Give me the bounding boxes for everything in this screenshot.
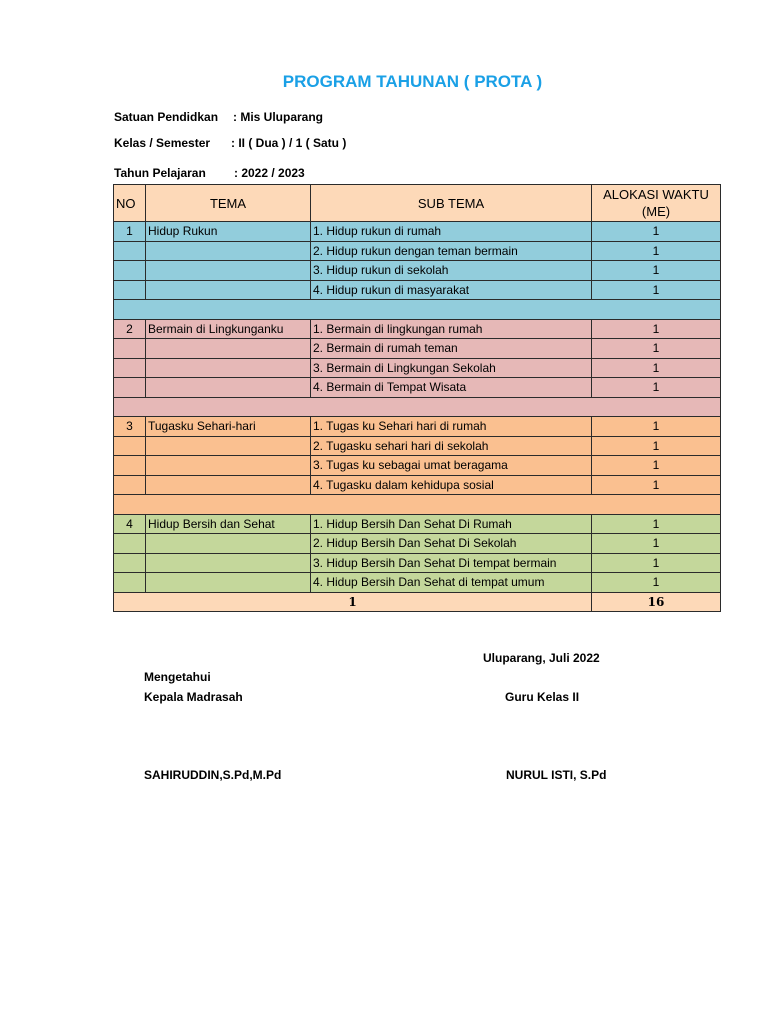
alokasi-cell: 1 — [592, 534, 721, 554]
meta-satuan-label: Satuan Pendidkan — [114, 110, 219, 124]
empty-cell — [146, 241, 311, 261]
alokasi-cell: 1 — [592, 280, 721, 300]
table-row — [114, 573, 721, 593]
empty-cell — [146, 358, 311, 378]
empty-cell — [114, 534, 146, 554]
sub-tema-cell: 1. Hidup Bersih Dan Sehat Di Rumah — [311, 514, 592, 534]
sub-tema-cell: 4. Hidup Bersih Dan Sehat di tempat umum — [311, 573, 592, 593]
kepala-name: SAHIRUDDIN,S.Pd,M.Pd — [144, 768, 282, 782]
table-row — [114, 222, 721, 242]
table-row — [114, 475, 721, 495]
empty-cell — [114, 436, 146, 456]
alokasi-cell: 1 — [592, 339, 721, 359]
prota-table — [113, 184, 721, 612]
group-tema: Hidup Bersih dan Sehat — [146, 514, 311, 534]
meta-tahun-value: : 2022 / 2023 — [234, 166, 305, 180]
empty-cell — [146, 339, 311, 359]
meta-tahun-label: Tahun Pelajaran — [114, 166, 206, 180]
guru-name: NURUL ISTI, S.Pd — [506, 768, 607, 782]
alokasi-cell: 1 — [592, 241, 721, 261]
table-row — [114, 280, 721, 300]
table-row — [114, 319, 721, 339]
place-date: Uluparang, Juli 2022 — [483, 651, 600, 665]
spacer-cell — [114, 495, 721, 515]
total-left-cell: 1 — [114, 592, 592, 612]
mengetahui-label: Mengetahui — [144, 670, 211, 684]
empty-cell — [114, 456, 146, 476]
alokasi-cell: 1 — [592, 573, 721, 593]
empty-cell — [114, 358, 146, 378]
sub-tema-cell: 4. Tugasku dalam kehidupa sosial — [311, 475, 592, 495]
meta-kelas — [114, 136, 346, 150]
alokasi-cell: 1 — [592, 456, 721, 476]
group-no: 4 — [114, 514, 146, 534]
spacer-row — [114, 397, 721, 417]
empty-cell — [114, 553, 146, 573]
meta-kelas-label: Kelas / Semester — [114, 136, 211, 150]
total-row — [114, 592, 721, 612]
empty-cell — [146, 280, 311, 300]
empty-cell — [146, 534, 311, 554]
sub-tema-cell: 3. Hidup Bersih Dan Sehat Di tempat bermain — [311, 553, 592, 573]
sub-tema-cell: 4. Hidup rukun di masyarakat — [311, 280, 592, 300]
table-row — [114, 241, 721, 261]
sub-tema-cell: 2. Bermain di rumah teman — [311, 339, 592, 359]
table-row — [114, 339, 721, 359]
alokasi-cell: 1 — [592, 261, 721, 281]
spacer-row — [114, 495, 721, 515]
group-tema: Hidup Rukun — [146, 222, 311, 242]
sub-tema-cell: 1. Bermain di lingkungan rumah — [311, 319, 592, 339]
spacer-cell — [114, 300, 721, 320]
group-no: 3 — [114, 417, 146, 437]
guru-kelas-label: Guru Kelas II — [505, 690, 580, 704]
sub-tema-cell: 2. Hidup Bersih Dan Sehat Di Sekolah — [311, 534, 592, 554]
empty-cell — [114, 475, 146, 495]
sub-tema-cell: 3. Tugas ku sebagai umat beragama — [311, 456, 592, 476]
header-alokasi: ALOKASI WAKTU (ME) — [592, 185, 721, 222]
sub-tema-cell: 2. Hidup rukun dengan teman bermain — [311, 241, 592, 261]
header-tema: TEMA — [146, 185, 311, 222]
sub-tema-cell: 2. Tugasku sehari hari di sekolah — [311, 436, 592, 456]
empty-cell — [114, 280, 146, 300]
kepala-madrasah-label: Kepala Madrasah — [144, 690, 243, 704]
sub-tema-cell: 3. Bermain di Lingkungan Sekolah — [311, 358, 592, 378]
total-right-cell: 16 — [592, 592, 721, 612]
table-row — [114, 456, 721, 476]
header-no: NO — [114, 185, 146, 222]
alokasi-cell: 1 — [592, 378, 721, 398]
sub-tema-cell: 1. Tugas ku Sehari hari di rumah — [311, 417, 592, 437]
alokasi-cell: 1 — [592, 319, 721, 339]
empty-cell — [146, 475, 311, 495]
empty-cell — [146, 573, 311, 593]
table-row — [114, 514, 721, 534]
group-no: 2 — [114, 319, 146, 339]
table-row — [114, 358, 721, 378]
group-tema: Bermain di Lingkunganku — [146, 319, 311, 339]
empty-cell — [146, 456, 311, 476]
empty-cell — [146, 261, 311, 281]
alokasi-cell: 1 — [592, 514, 721, 534]
empty-cell — [114, 573, 146, 593]
empty-cell — [114, 241, 146, 261]
alokasi-cell: 1 — [592, 417, 721, 437]
page-title: PROGRAM TAHUNAN ( PROTA ) — [282, 72, 543, 91]
sub-tema-cell: 4. Bermain di Tempat Wisata — [311, 378, 592, 398]
empty-cell — [146, 436, 311, 456]
meta-kelas-value: : II ( Dua ) / 1 ( Satu ) — [231, 136, 347, 150]
alokasi-cell: 1 — [592, 222, 721, 242]
alokasi-cell: 1 — [592, 475, 721, 495]
sub-tema-cell: 3. Hidup rukun di sekolah — [311, 261, 592, 281]
table-row — [114, 417, 721, 437]
header-sub-tema: SUB TEMA — [311, 185, 592, 222]
alokasi-cell: 1 — [592, 358, 721, 378]
empty-cell — [146, 378, 311, 398]
meta-satuan-value: : Mis Uluparang — [233, 110, 324, 124]
spacer-cell — [114, 397, 721, 417]
group-no: 1 — [114, 222, 146, 242]
table-row — [114, 534, 721, 554]
empty-cell — [146, 553, 311, 573]
table-row — [114, 553, 721, 573]
empty-cell — [114, 339, 146, 359]
empty-cell — [114, 261, 146, 281]
alokasi-cell: 1 — [592, 436, 721, 456]
alokasi-cell: 1 — [592, 553, 721, 573]
table-header-row — [114, 185, 721, 222]
table-row — [114, 436, 721, 456]
meta-satuan — [114, 110, 323, 124]
table-row — [114, 261, 721, 281]
spacer-row — [114, 300, 721, 320]
meta-tahun — [114, 166, 305, 180]
sub-tema-cell: 1. Hidup rukun di rumah — [311, 222, 592, 242]
empty-cell — [114, 378, 146, 398]
table-row — [114, 378, 721, 398]
group-tema: Tugasku Sehari-hari — [146, 417, 311, 437]
